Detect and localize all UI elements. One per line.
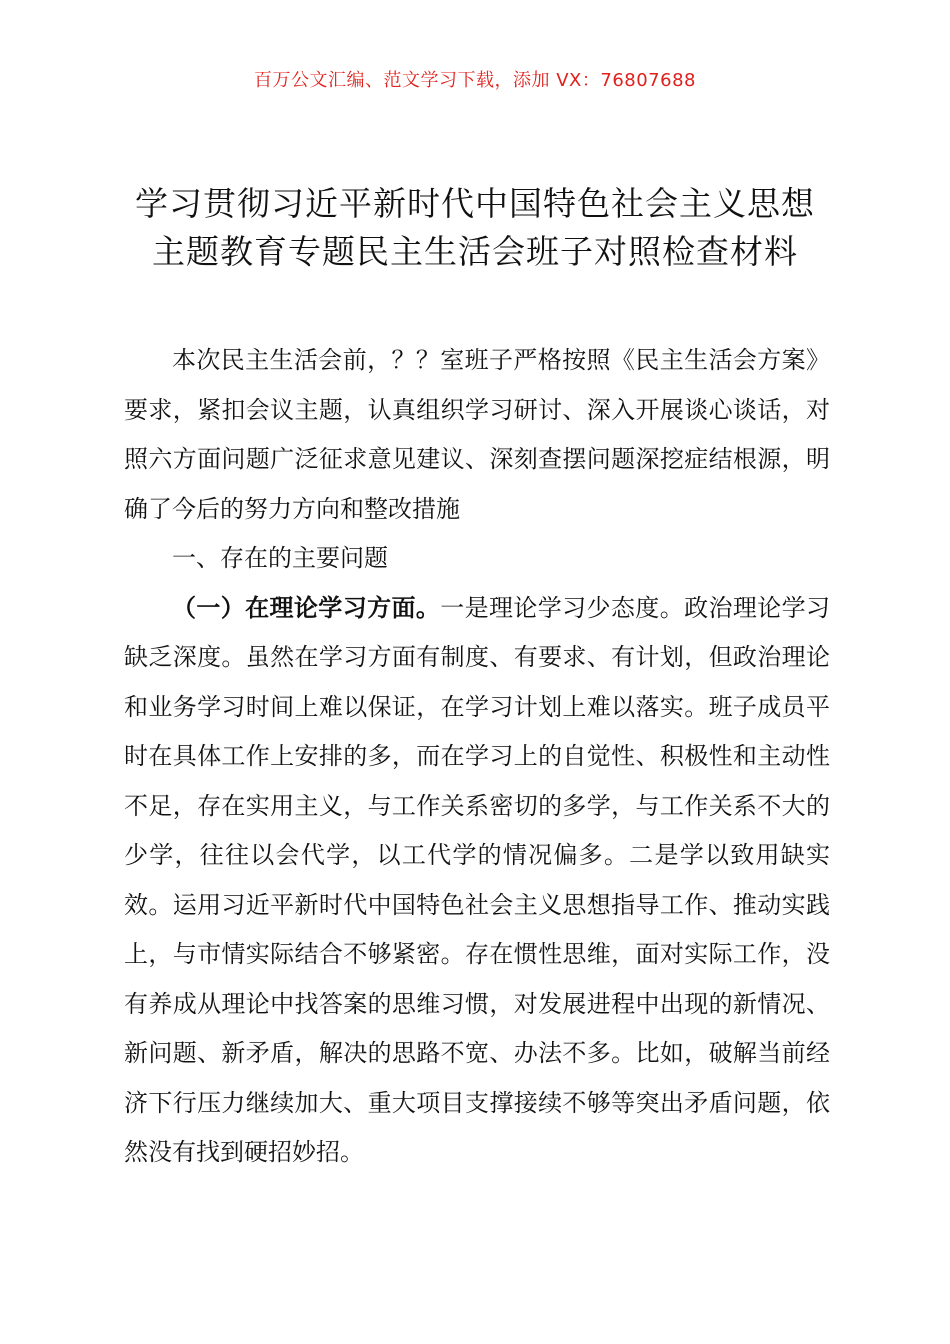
subsection-text: 一是理论学习少态度。政治理论学习缺乏深度。虽然在学习方面有制度、有要求、有计划，但政治理论和业务学习时间上难以保证，在学习计划上难以落实。班子成员平时在具体工作上安排的多，而在学习上的自觉性、积极性和主动性不足，存在实用主义，与工作关系密切的多学，与工作关系不大的少学，往往以会代学，以工代学的情况偏多。二是学以致用缺实效。运用习近平新时代中国特色社会主义思想指导工作、推动实践上，与市情实际结合不够紧密。存在惯性思维，面对实际工作，没有养成从理论中找答案的思维习惯，对发展进程中出现的新情况、新问题、新矛盾，解决的思路不宽、办法不多。比如，破解当前经济下行压力继续加大、重大项目支撑接续不够等突出矛盾问题，依然没有找到硬招妙招。 (124, 593, 831, 1166)
intro-paragraph: 本次民主生活会前，？？室班子严格按照《民主生活会方案》要求，紧扣会议主题，认真组织学习研讨、深入开展谈心谈话，对照六方面问题广泛征求意见建议、深刻查摆问题深挖症结根源，明确了今后的努力方向和整改措施 (124, 346, 830, 523)
title-line-1: 学习贯彻习近平新时代中国特色社会主义思想 (135, 184, 815, 223)
document-body (124, 336, 830, 1178)
section-heading: 一、存在的主要问题 (172, 544, 388, 572)
title-line-2: 主题教育专题民主生活会班子对照检查材料 (152, 232, 798, 271)
document-title (60, 180, 890, 276)
subsection-paragraph (124, 584, 830, 1178)
subsection-label: （一）在理论学习方面。 (172, 593, 441, 622)
header-note: 百万公文汇编、范文学习下载，添加 VX：76807688 (254, 70, 696, 91)
